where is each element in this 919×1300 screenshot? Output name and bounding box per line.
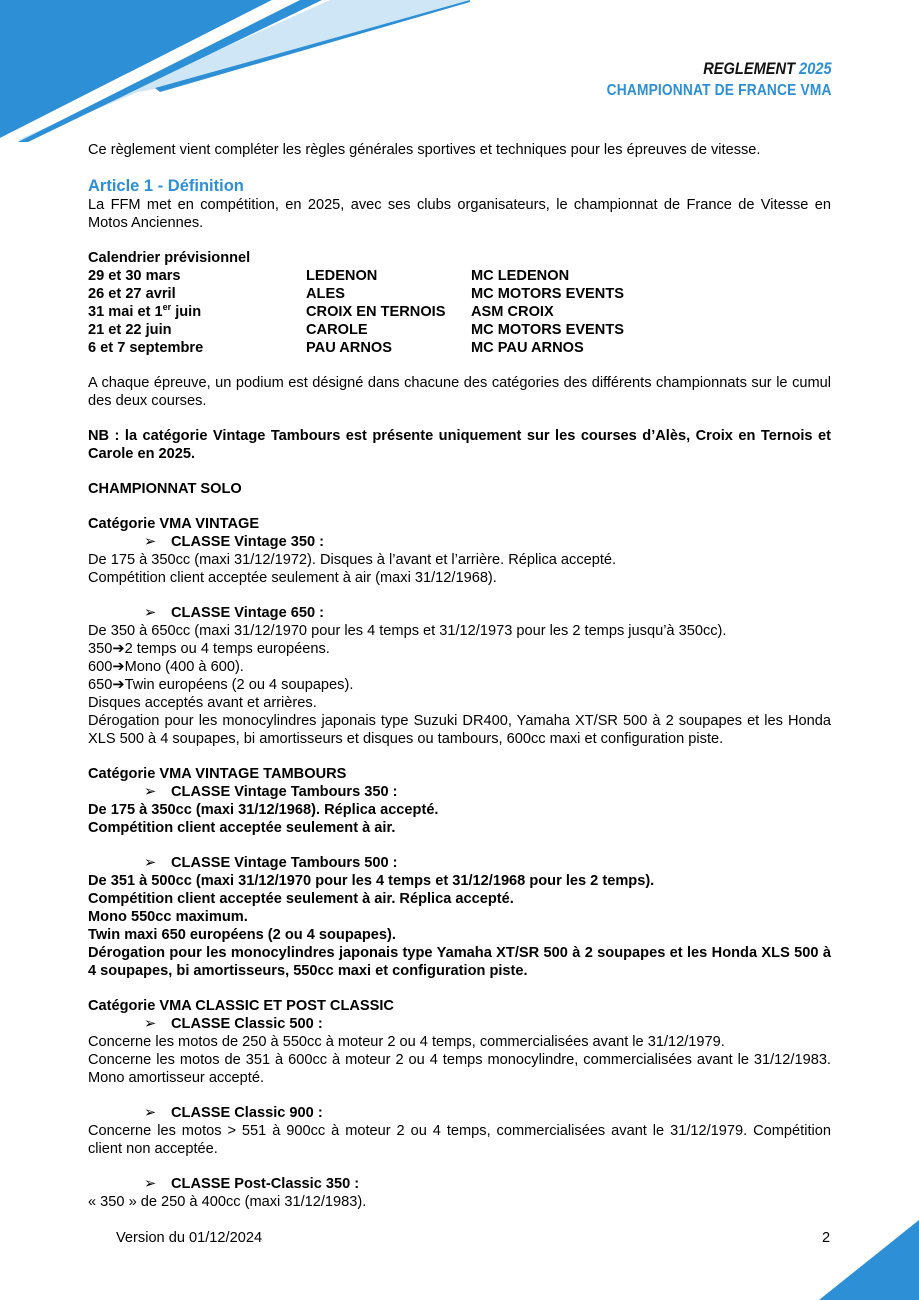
- calendar-row: [88, 321, 624, 339]
- class-text-line: De 350 à 650cc (maxi 31/12/1970 pour les 4 temps et 31/12/1973 pour les 2 temps jusqu’à 350cc).: [88, 623, 727, 639]
- category-classic-title: Catégorie VMA CLASSIC ET POST CLASSIC: [88, 998, 394, 1014]
- class-text-line: Compétition client acceptée seulement à air (maxi 31/12/1968).: [88, 570, 497, 586]
- intro-paragraph: Ce règlement vient compléter les règles générales sportives et techniques pour les épreuves de vitesse.: [88, 142, 761, 158]
- header-stripes-decoration: [0, 0, 480, 145]
- page-number: 2: [822, 1230, 831, 1246]
- calendar-circuit: CROIX EN TERNOIS: [306, 304, 446, 320]
- header-year: 2025: [799, 59, 832, 78]
- bullet-arrow-icon: ➢: [144, 605, 157, 621]
- calendar-date: 31 mai et 1er juin: [88, 302, 202, 320]
- header-reglement: REGLEMENT: [703, 59, 800, 78]
- bullet-arrow-icon: ➢: [144, 1105, 157, 1121]
- header-title: [607, 58, 832, 80]
- bullet-arrow-icon: ➢: [144, 534, 157, 550]
- class-text-line: 600➔Mono (400 à 600).: [88, 659, 244, 675]
- championnat-solo-heading: CHAMPIONNAT SOLO: [88, 481, 242, 497]
- class-text-line: Mono 550cc maximum.: [88, 909, 248, 925]
- category-tambours-title: Catégorie VMA VINTAGE TAMBOURS: [88, 766, 347, 782]
- podium-paragraph: A chaque épreuve, un podium est désigné dans chacune des catégories des différents championnats sur le cumul des deux courses.: [88, 375, 831, 409]
- class-text-line: Compétition client acceptée seulement à air. Réplica accepté.: [88, 891, 514, 907]
- calendar-date: 21 et 22 juin: [88, 322, 172, 338]
- calendar-circuit: CAROLE: [306, 322, 368, 338]
- calendar-circuit: PAU ARNOS: [306, 340, 392, 356]
- article1-text: La FFM met en compétition, en 2025, avec ses clubs organisateurs, le championnat de France de Vitesse en Motos Anciennes.: [88, 197, 831, 231]
- page-body: [88, 141, 831, 1211]
- class-text-line: De 351 à 500cc (maxi 31/12/1970 pour les 4 temps et 31/12/1968 pour les 2 temps).: [88, 873, 655, 889]
- class-classic-900-title: ➢ CLASSE Classic 900 :: [144, 1105, 323, 1121]
- class-text-line: Twin maxi 650 européens (2 ou 4 soupapes).: [88, 927, 396, 943]
- nb-paragraph: NB : la catégorie Vintage Tambours est présente uniquement sur les courses d’Alès, Croix en Ternois et Carole en 2025.: [88, 428, 831, 462]
- class-text-line: Concerne les motos de 351 à 600cc à moteur 2 ou 4 temps monocylindre, commercialisées avant le 31/12/1983. Mono amortisseur accepté.: [88, 1052, 831, 1086]
- class-vintage-650-title: ➢ CLASSE Vintage 650 :: [144, 605, 325, 621]
- calendar-date: 26 et 27 avril: [88, 286, 176, 302]
- footer-triangle-decoration: [819, 1220, 919, 1300]
- class-tambours-350-title: ➢ CLASSE Vintage Tambours 350 :: [144, 784, 398, 800]
- category-vintage-title: Catégorie VMA VINTAGE: [88, 516, 260, 532]
- calendar-row: [88, 267, 624, 285]
- class-text-line: De 175 à 350cc (maxi 31/12/1968). Réplica accepté.: [88, 802, 439, 818]
- bullet-arrow-icon: ➢: [144, 1016, 157, 1032]
- calendar-club: MC LEDENON: [471, 268, 570, 284]
- right-arrow-icon: ➔: [112, 659, 125, 675]
- calendar-club: MC MOTORS EVENTS: [471, 322, 624, 338]
- calendar-row: [88, 303, 624, 321]
- class-text-line: Dérogation pour les monocylindres japonais type Suzuki DR400, Yamaha XT/SR 500 à 2 soupapes et les Honda XLS 500 à 4 soupapes, bi amortisseurs et disques ou tambours, 600cc maxi et configuration piste.: [88, 713, 831, 747]
- class-vintage-350-title: ➢ CLASSE Vintage 350 :: [144, 534, 325, 550]
- calendar-club: MC PAU ARNOS: [471, 340, 584, 356]
- calendar-circuit: LEDENON: [306, 268, 378, 284]
- calendar-table: [88, 267, 624, 357]
- calendar-row: [88, 285, 624, 303]
- bullet-arrow-icon: ➢: [144, 1176, 157, 1192]
- calendar-title: Calendrier prévisionnel: [88, 250, 251, 266]
- right-arrow-icon: ➔: [112, 641, 125, 657]
- class-tambours-500-title: ➢ CLASSE Vintage Tambours 500 :: [144, 855, 398, 871]
- document-header: [570, 58, 832, 102]
- calendar-circuit: ALES: [306, 286, 345, 302]
- calendar-row: [88, 339, 624, 357]
- class-classic-500-title: ➢ CLASSE Classic 500 :: [144, 1016, 323, 1032]
- class-text-line: Concerne les motos de 250 à 550cc à moteur 2 ou 4 temps, commercialisées avant le 31/12/1979.: [88, 1034, 725, 1050]
- class-text-line: 650➔Twin européens (2 ou 4 soupapes).: [88, 677, 354, 693]
- class-text-line: Disques acceptés avant et arrières.: [88, 695, 317, 711]
- class-text-line: Dérogation pour les monocylindres japonais type Yamaha XT/SR 500 à 2 soupapes et les Honda XLS 500 à 4 soupapes, bi amortisseurs, 550cc maxi et configuration piste.: [88, 945, 831, 979]
- calendar-date: 29 et 30 mars: [88, 268, 181, 284]
- class-text-line: 350➔2 temps ou 4 temps européens.: [88, 641, 330, 657]
- calendar-club: MC MOTORS EVENTS: [471, 286, 624, 302]
- class-post-classic-350-title: ➢ CLASSE Post-Classic 350 :: [144, 1176, 360, 1192]
- header-subtitle: CHAMPIONNAT DE FRANCE VMA: [607, 82, 832, 99]
- article1-title: Article 1 - Définition: [88, 177, 244, 195]
- class-text-line: Concerne les motos > 551 à 900cc à moteur 2 ou 4 temps, commercialisées avant le 31/12/1979. Compétition client non acceptée.: [88, 1123, 831, 1157]
- class-text-line: De 175 à 350cc (maxi 31/12/1972). Disques à l’avant et l’arrière. Réplica accepté.: [88, 552, 617, 568]
- footer-version: Version du 01/12/2024: [116, 1230, 263, 1246]
- bullet-arrow-icon: ➢: [144, 855, 157, 871]
- right-arrow-icon: ➔: [112, 677, 125, 693]
- bullet-arrow-icon: ➢: [144, 784, 157, 800]
- calendar-club: ASM CROIX: [471, 304, 554, 320]
- class-text-line: « 350 » de 250 à 400cc (maxi 31/12/1983).: [88, 1194, 367, 1210]
- class-text-line: Compétition client acceptée seulement à air.: [88, 820, 396, 836]
- calendar-date: 6 et 7 septembre: [88, 340, 204, 356]
